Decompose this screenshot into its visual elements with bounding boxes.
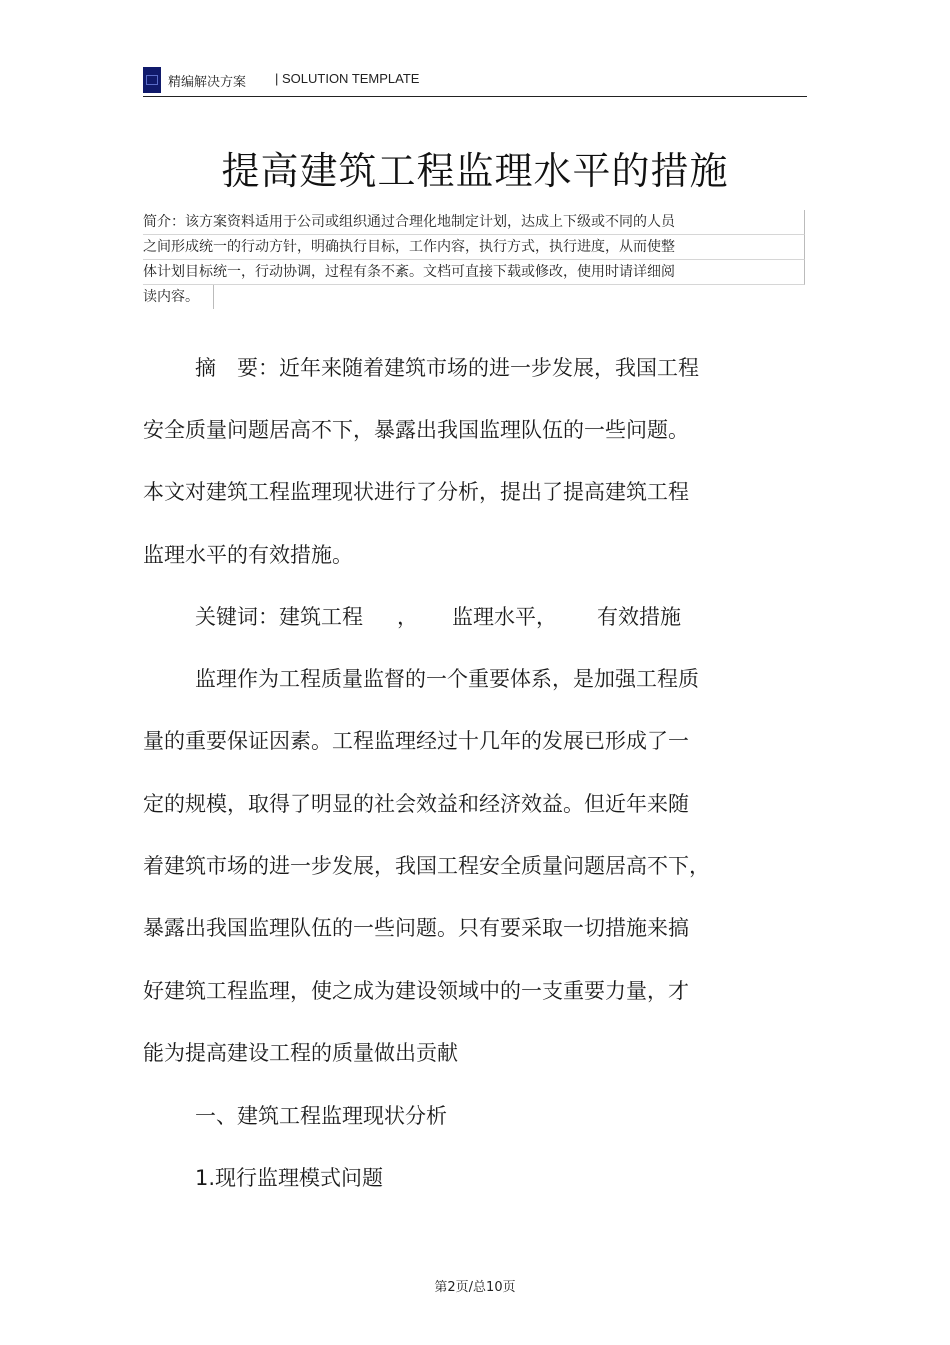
keywords-label: 关键词：建筑工程 [195, 605, 363, 629]
intro-line: 读内容。 [143, 285, 214, 309]
keywords-sep: ， [397, 605, 418, 629]
paragraph-line: 暴露出我国监理队伍的一些问题。只有要采取一切措施来搞 [143, 916, 689, 940]
section-heading: 一、建筑工程监理现状分析 [195, 1104, 447, 1128]
document-title: 提高建筑工程监理水平的措施 [221, 149, 729, 193]
paragraph-line: 能为提高建设工程的质量做出贡献 [143, 1041, 458, 1065]
intro-summary [143, 210, 805, 309]
paragraph-line: 监理作为工程质量监督的一个重要体系，是加强工程质 [195, 667, 699, 691]
keyword: 有效措施 [597, 605, 681, 629]
paragraph-line: 量的重要保证因素。工程监理经过十几年的发展已形成了一 [143, 729, 689, 753]
intro-line: 之间形成统一的行动方针，明确执行目标，工作内容，执行方式，执行进度，从而使整 [143, 235, 805, 260]
intro-line: 简介：该方案资料适用于公司或组织通过合理化地制定计划，达成上下级或不同的人员 [143, 210, 805, 235]
template-label: | SOLUTION TEMPLATE [275, 71, 420, 86]
abstract-line: 摘 要：近年来随着建筑市场的进一步发展，我国工程 [195, 356, 699, 380]
paragraph-line: 好建筑工程监理，使之成为建设领域中的一支重要力量，才 [143, 979, 689, 1003]
subsection-heading: 1.现行监理模式问题 [195, 1166, 384, 1190]
page-header [143, 64, 807, 97]
paragraph-line: 定的规模，取得了明显的社会效益和经济效益。但近年来随 [143, 792, 689, 816]
logo-mark [146, 75, 158, 85]
abstract-line: 安全质量问题居高不下，暴露出我国监理队伍的一些问题。 [143, 418, 689, 442]
abstract-line: 本文对建筑工程监理现状进行了分析，提出了提高建筑工程 [143, 480, 689, 504]
abstract-line: 监理水平的有效措施。 [143, 543, 353, 567]
page-indicator: 第2页/总10页 [434, 1280, 516, 1295]
keyword: 监理水平， [452, 605, 557, 629]
intro-line: 体计划目标统一，行动协调，过程有条不紊。文档可直接下载或修改，使用时请详细阅 [143, 260, 805, 285]
paragraph-line: 着建筑市场的进一步发展，我国工程安全质量问题居高不下， [143, 854, 710, 878]
brand-logo-icon [143, 67, 161, 93]
keywords-line [195, 601, 815, 631]
brand-name: 精编解决方案 [168, 75, 247, 90]
